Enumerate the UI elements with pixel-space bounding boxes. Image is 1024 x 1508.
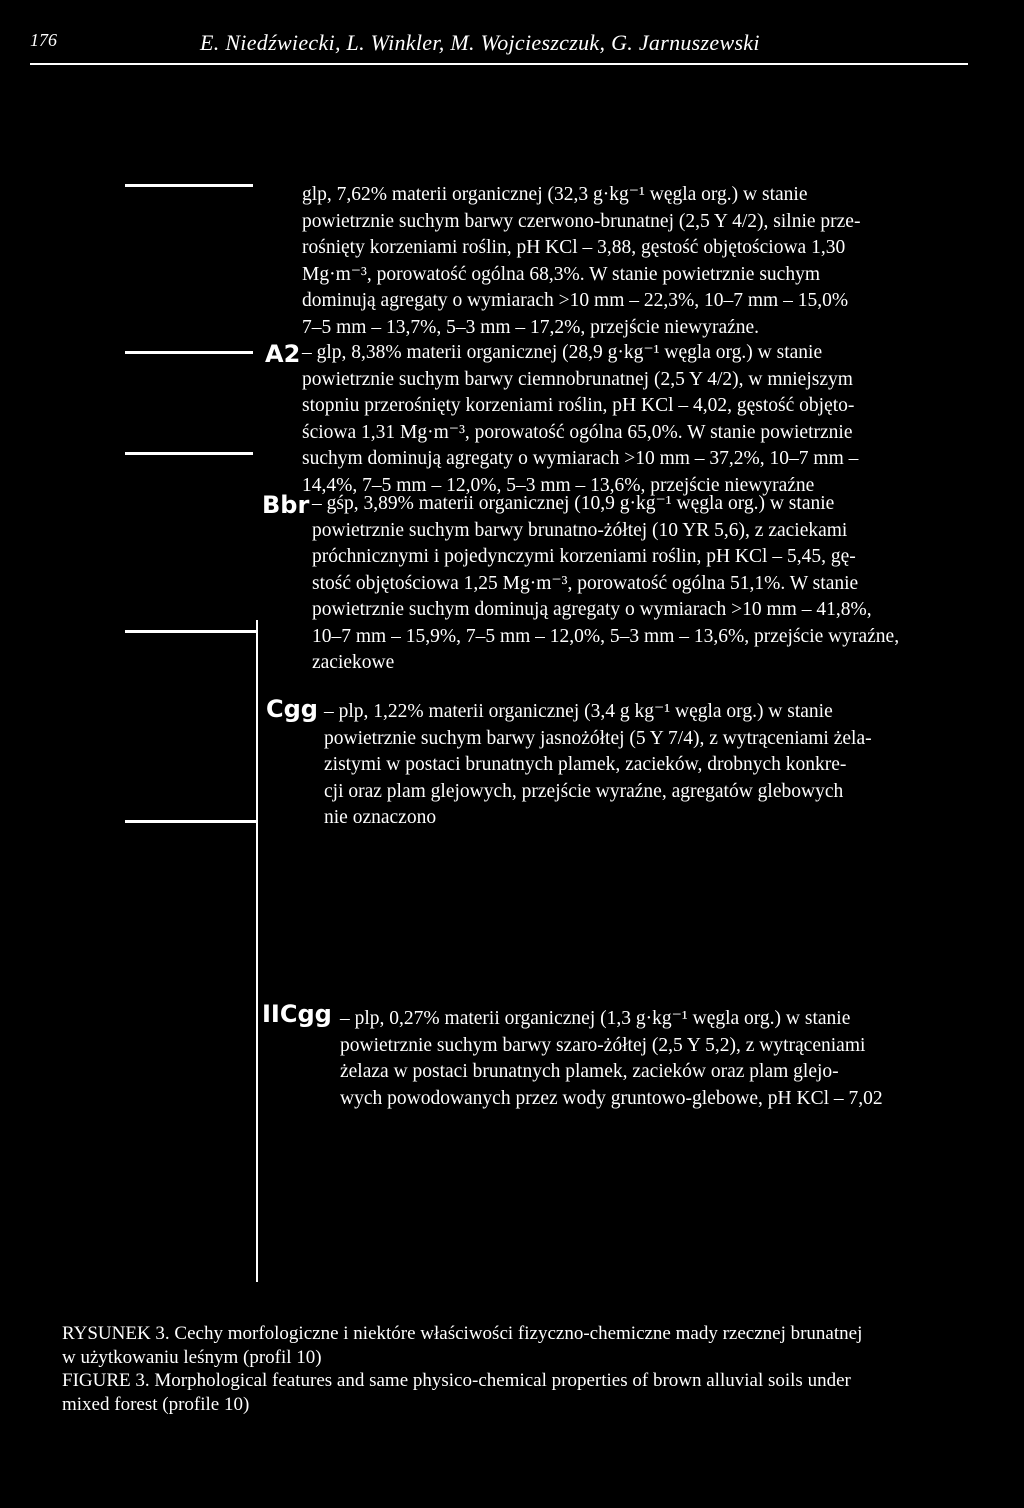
text-line: stość objętościowa 1,25 Mg·m⁻³, porowatość ogólna 51,1%. W stanie	[312, 572, 859, 594]
text-line: powietrznie suchym barwy czerwono-brunatnej (2,5 Y 4/2), silnie prze-	[302, 210, 861, 232]
text-line: próchnicznymi i pojedynczymi korzeniami roślin, pH KCl – 5,45, gę-	[312, 546, 856, 567]
text-line: zistymi w postaci brunatnych plamek, zacieków, drobnych konkre-	[324, 754, 847, 775]
text-line: rośnięty korzeniami roślin, pH KCl – 3,88, gęstość objętościowa 1,30	[302, 237, 846, 258]
caption-en-line: mixed forest (profile 10)	[62, 1393, 250, 1415]
text-line: powietrznie suchym barwy ciemnobrunatnej (2,5 Y 4/2), w mniejszym	[302, 368, 853, 390]
text-line: 7–5 mm – 13,7%, 5–3 mm – 17,2%, przejście niewyraźne.	[302, 316, 760, 338]
text-line: – plp, 1,22% materii organicznej (3,4 g kg⁻¹ węgla org.) w stanie	[324, 701, 833, 722]
horizon-label-cgg: Cgg	[266, 695, 318, 723]
text-line: powietrznie suchym barwy jasnożółtej (5 Y 7/4), z wytrąceniami żela-	[324, 727, 872, 749]
horizon-label-iicgg: IICgg	[262, 1000, 332, 1028]
text-line: powietrznie suchym barwy brunatno-żółtej (10 YR 5,6), z zaciekami	[312, 519, 848, 541]
text-line: 14,4%, 7–5 mm – 12,0%, 5–3 mm – 13,6%, przejście niewyraźne	[302, 474, 815, 496]
text-line: stopniu przerośnięty korzeniami roślin, pH KCl – 4,02, gęstość objęto-	[302, 395, 855, 416]
caption-pl-line: RYSUNEK 3. Cechy morfologiczne i niektóre właściwości fizyczno-chemiczne mady rzecznej brunatnej	[62, 1323, 863, 1344]
text-line: glp, 7,62% materii organicznej (32,3 g·kg⁻¹ węgla org.) w stanie	[302, 184, 808, 205]
text-line: 10–7 mm – 15,9%, 7–5 mm – 12,0%, 5–3 mm – 13,6%, przejście wyraźne,	[312, 625, 900, 647]
horizon-description-bbr	[312, 491, 899, 677]
text-line: nie oznaczono	[324, 807, 437, 828]
text-line: suchym dominują agregaty o wymiarach >10 mm – 37,2%, 10–7 mm –	[302, 448, 859, 469]
text-line: wych powodowanych przez wody gruntowo-glebowe, pH KCl – 7,02	[340, 1087, 883, 1109]
horizon-label-bbr: Bbr	[262, 491, 310, 519]
horizon-boundary-top	[125, 184, 253, 187]
horizon-boundary-a2	[125, 351, 253, 354]
header-rule	[30, 63, 968, 65]
text-line: zaciekowe	[312, 652, 395, 673]
text-line: – plp, 0,27% materii organicznej (1,3 g·kg⁻¹ węgla org.) w stanie	[340, 1008, 851, 1029]
horizon-description-1	[302, 182, 860, 341]
text-line: żelaza w postaci brunatnych plamek, zacieków oraz plam glejo-	[340, 1061, 839, 1082]
page-number: 176	[30, 30, 57, 50]
horizon-description-iicgg	[340, 1006, 883, 1112]
profile-vertical-line	[256, 620, 258, 1282]
text-line: – glp, 8,38% materii organicznej (28,9 g·kg⁻¹ węgla org.) w stanie	[302, 342, 823, 363]
caption-pl-line: w użytkowaniu leśnym (profil 10)	[62, 1346, 322, 1368]
caption-en-line: FIGURE 3. Morphological features and same physico-chemical properties of brown alluvial soils under	[62, 1370, 851, 1391]
horizon-description-cgg	[324, 699, 872, 832]
text-line: ściowa 1,31 Mg·m⁻³, porowatość ogólna 65,0%. W stanie powietrznie	[302, 421, 853, 443]
text-line: cji oraz plam glejowych, przejście wyraźne, agregatów glebowych	[324, 780, 844, 802]
text-line: powietrznie suchym barwy szaro-żółtej (2,5 Y 5,2), z wytrąceniami	[340, 1034, 866, 1056]
text-line: powietrznie suchym dominują agregaty o wymiarach >10 mm – 41,8%,	[312, 599, 872, 620]
horizon-description-a2	[302, 340, 858, 499]
authors: E. Niedźwiecki, L. Winkler, M. Wojcieszczuk, G. Jarnuszewski	[200, 30, 760, 55]
horizon-boundary-bbr	[125, 452, 253, 455]
horizon-boundary-iicgg	[125, 820, 258, 823]
text-line: Mg·m⁻³, porowatość ogólna 68,3%. W stanie powietrznie suchym	[302, 263, 820, 285]
horizon-label-a2: A2	[265, 340, 301, 368]
figure-caption	[62, 1322, 982, 1416]
horizon-boundary-cgg	[125, 630, 258, 633]
text-line: dominują agregaty o wymiarach >10 mm – 22,3%, 10–7 mm – 15,0%	[302, 290, 849, 311]
text-line: – gśp, 3,89% materii organicznej (10,9 g·kg⁻¹ węgla org.) w stanie	[312, 493, 835, 514]
